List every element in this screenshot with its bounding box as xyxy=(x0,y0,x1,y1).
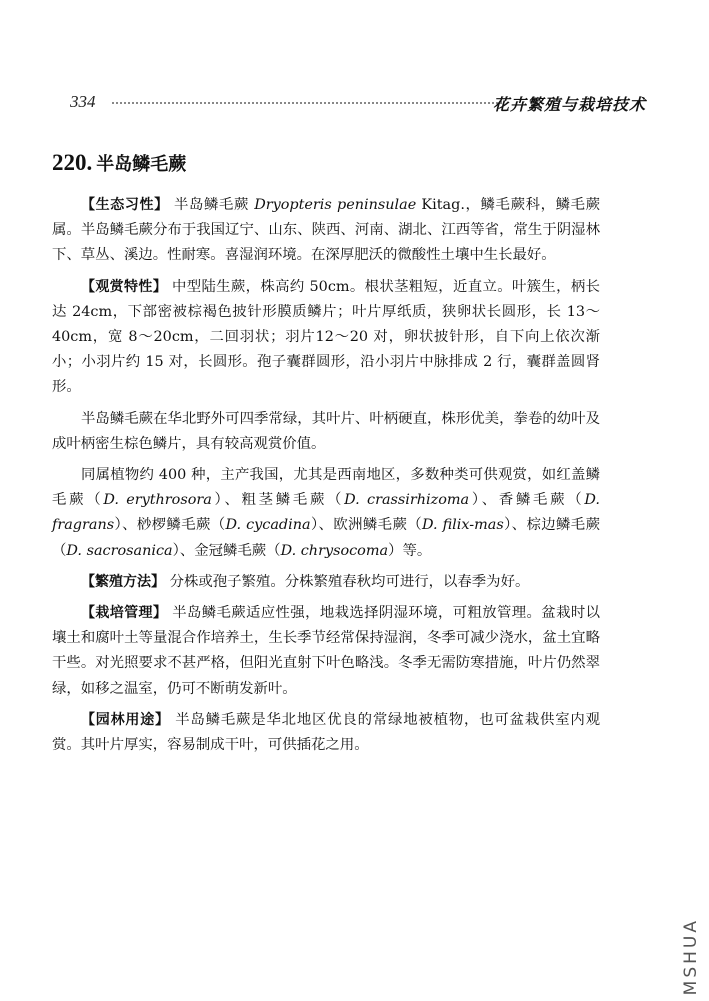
ecology-text-b: Kitag.，鳞毛蕨科，鳞毛蕨属。半岛鳞毛蕨分布于我国辽宁、山东、陕西、河南、湖北、江西等省，常生于阴湿林下、草丛、溪边。性耐寒。喜湿润环境。在深厚肥沃的微酸性土壤中生长最好。 xyxy=(52,197,601,264)
latin-name: Dryopteris peninsulae xyxy=(254,197,417,213)
running-header xyxy=(52,90,664,116)
genus-text-4: ）、桫椤鳞毛蕨（ xyxy=(114,517,226,534)
evergreen-text: 半岛鳞毛蕨在华北野外可四季常绿，其叶片、叶柄硬直，株形优美，拳卷的幼叶及成叶柄密生棕色鳞片，具有较高观赏价值。 xyxy=(52,410,600,452)
section-title xyxy=(52,150,186,176)
paragraph-propagation xyxy=(52,570,600,595)
genus-text-5: ）、欧洲鳞毛蕨（ xyxy=(310,517,423,534)
page-number: 334 xyxy=(70,92,96,111)
latin-crassirhizoma: D. crassirhizoma xyxy=(344,492,470,509)
genus-text-3: ）、香鳞毛蕨（ xyxy=(469,492,585,509)
latin-erythrosora: D. erythrosora xyxy=(103,492,212,509)
header-dotted-rule xyxy=(112,102,502,104)
paragraph-cultivation xyxy=(52,601,600,702)
watermark: MSHUA xyxy=(681,917,701,995)
ecology-text-a: 半岛鳞毛蕨 xyxy=(173,197,255,213)
propagation-text: 分株或孢子繁殖。分株繁殖春秋均可进行，以春季为好。 xyxy=(169,573,530,590)
paragraph-genus xyxy=(52,463,600,564)
label-landscape: 【园林用途】 xyxy=(81,711,170,728)
genus-text-2: ）、粗茎鳞毛蕨（ xyxy=(211,492,345,509)
genus-text-8: ）等。 xyxy=(388,542,432,559)
latin-filix-mas: D. filix-mas xyxy=(422,517,504,534)
genus-text-6: ）、棕边鳞毛蕨（ xyxy=(52,517,600,559)
ornamental-text: 中型陆生蕨，株高约 50cm。根状茎粗短，近直立。叶簇生，柄长达 24cm，下部密被棕褐色披针形膜质鳞片；叶片厚纸质，狭卵状长圆形，长 13～40cm，宽 8～20cm，二回羽状；羽片12～20 对，卵状披针形，自下向上依次渐小；小羽片约 15 对，长圆形。孢子囊群圆形，沿小羽片中脉排成 2 行，囊群盖圆肾形。 xyxy=(52,278,601,396)
article-body xyxy=(52,193,600,764)
section-number: 220. xyxy=(52,150,93,175)
latin-chrysocoma: D. chrysocoma xyxy=(280,542,389,559)
latin-fragrans: D. fragrans xyxy=(52,492,600,534)
landscape-text: 半岛鳞毛蕨是华北地区优良的常绿地被植物，也可盆栽供室内观赏。其叶片厚实，容易制成干叶，可供插花之用。 xyxy=(52,711,601,754)
label-ornamental: 【观赏特性】 xyxy=(81,278,168,295)
label-propagation: 【繁殖方法】 xyxy=(81,573,165,590)
paragraph-evergreen xyxy=(52,407,600,457)
section-name: 半岛鳞毛蕨 xyxy=(96,154,187,175)
book-title: 花卉繁殖与栽培技术 xyxy=(492,95,646,114)
paragraph-landscape xyxy=(52,708,600,758)
latin-cycadina: D. cycadina xyxy=(225,517,311,534)
label-cultivation: 【栽培管理】 xyxy=(81,605,168,622)
latin-sacrosanica: D. sacrosanica xyxy=(66,542,173,559)
label-ecology: 【生态习性】 xyxy=(81,197,169,213)
paragraph-ecology xyxy=(52,193,600,269)
genus-text-7: ）、金冠鳞毛蕨（ xyxy=(172,542,281,559)
genus-text-1: 同属植物约 400 种，主产我国，尤其是西南地区，多数种类可供观赏，如红盖鳞毛蕨（ xyxy=(52,467,600,509)
cultivation-text: 半岛鳞毛蕨适应性强，地栽选择阴湿环境，可粗放管理。盆栽时以壤土和腐叶土等量混合作培养土，生长季节经常保持湿润，冬季可减少浇水，盆土宜略干些。对光照要求不甚严格，但阳光直射下叶色略浅。冬季无需防寒措施，叶片仍然翠绿，如移之温室，仍可不断萌发新叶。 xyxy=(52,605,600,697)
paragraph-ornamental xyxy=(52,275,600,401)
